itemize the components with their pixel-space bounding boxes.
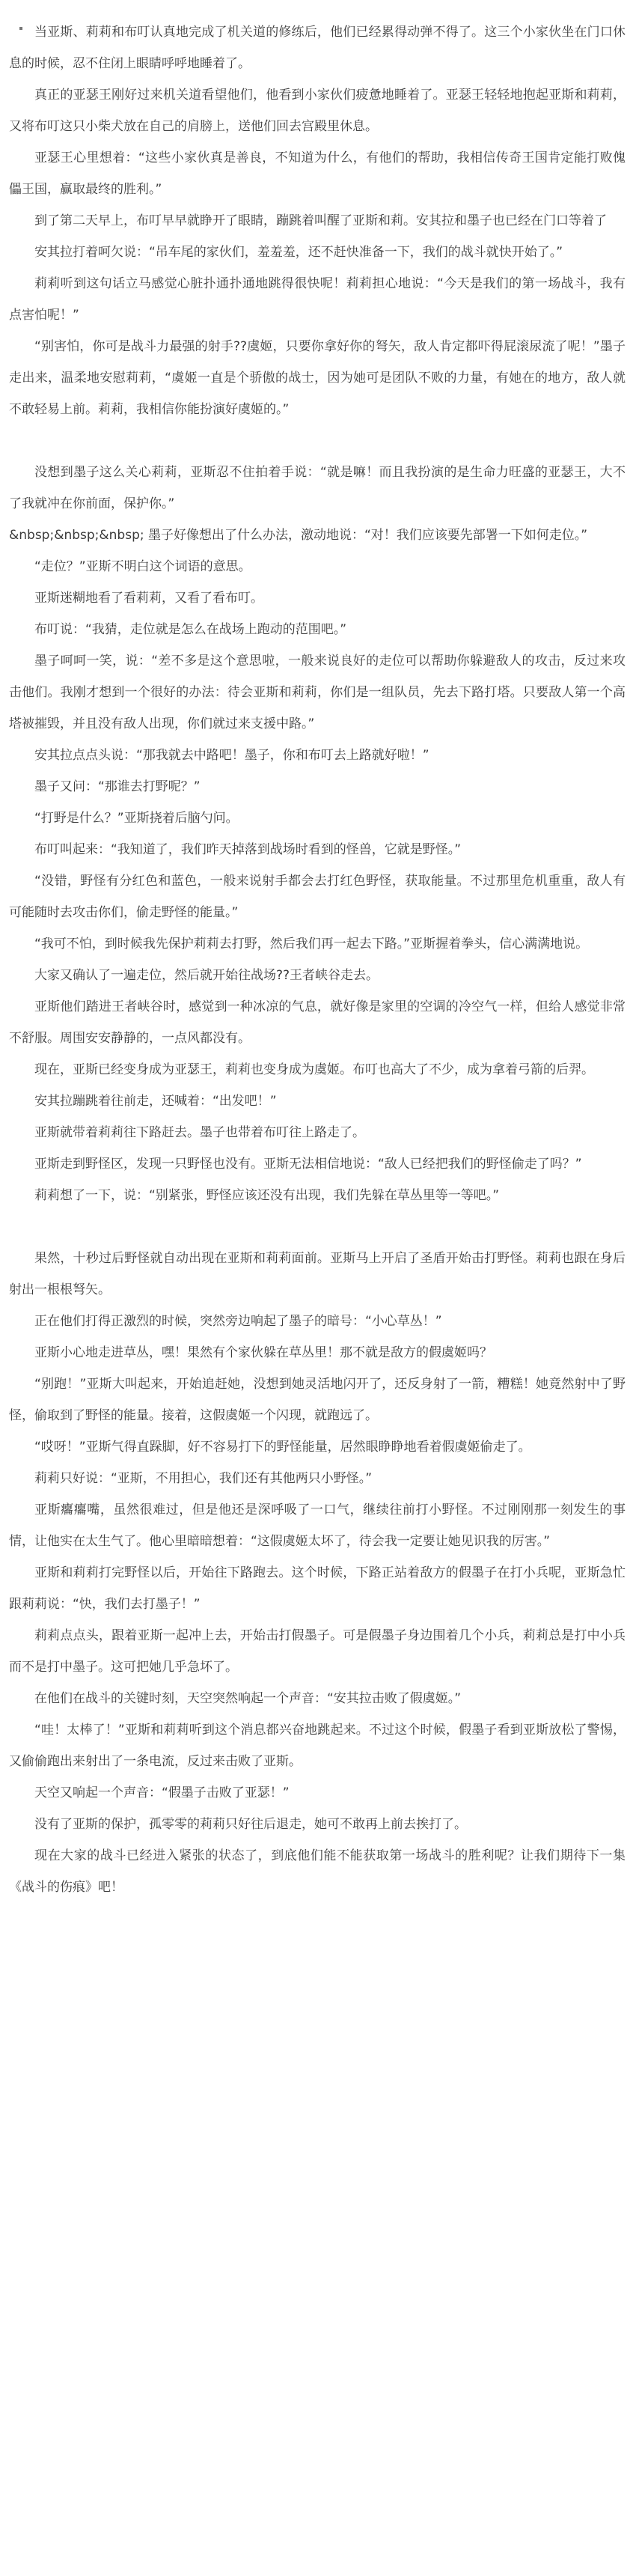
paragraph: 莉莉只好说：“亚斯，不用担心，我们还有其他两只小野怪。”	[34, 1471, 373, 1486]
paragraph: 莉莉想了一下，说：“别紧张，野怪应该还没有出现，我们先躲在草丛里等一等吧。”	[34, 1188, 500, 1203]
paragraph: &nbsp;&nbsp;&nbsp; 墨子好像想出了什么办法，激动地说：“对！我们应该要先部署一下如何走位。”	[9, 528, 588, 543]
paragraph: 墨子又问：“那谁去打野呢？”	[34, 779, 201, 794]
paragraph: “打野是什么？”亚斯挠着后脑勺问。	[34, 811, 239, 826]
paragraph: 亚斯癟癟嘴，虽然很难过，但是他还是深呼吸了一口气，继续往前打小野怪。不过刚刚那一刻发生的事情，让他实在太生气了。他心里暗暗想着：“这假虞姬太坏了，待会我一定要让她见识我的厉害。”	[9, 1502, 626, 1549]
paragraph: 没有了亚斯的保护，孤零零的莉莉只好往后退走，她可不敢再上前去挨打了。	[34, 1817, 467, 1832]
paragraph: 布叮叫起来：“我知道了，我们昨天掉落到战场时看到的怪兽，它就是野怪。”	[34, 842, 462, 857]
decorative-dot	[19, 27, 22, 30]
paragraph: 没想到墨子这么关心莉莉，亚斯忍不住拍着手说：“就是嘛！而且我扮演的是生命力旺盛的亚瑟王，大不了我就冲在你前面，保护你。”	[9, 465, 626, 511]
paragraph: “别害怕，你可是战斗力最强的射手??虞姬，只要你拿好你的弩矢，敌人肯定都吓得屁滚尿流了呢！”墨子走出来，温柔地安慰莉莉，“虞姬一直是个骄傲的战士，因为她可是团队不败的力量，有她在的地方，敌人就不敢轻易上前。莉莉，我相信你能扮演好虞姬的。”	[9, 339, 626, 417]
paragraph: 莉莉点点头，跟着亚斯一起冲上去，开始击打假墨子。可是假墨子身边围着几个小兵，莉莉总是打中小兵而不是打中墨子。这可把她几乎急坏了。	[9, 1628, 626, 1675]
paragraph: 果然，十秒过后野怪就自动出现在亚斯和莉莉面前。亚斯马上开启了圣盾开始击打野怪。莉莉也跟在身后射出一根根弩矢。	[9, 1251, 626, 1297]
paragraph: 莉莉听到这句话立马感觉心脏扑通扑通地跳得很快呢！莉莉担心地说：“今天是我们的第一场战斗，我有点害怕呢！”	[9, 276, 626, 323]
paragraph: “没错，野怪有分红色和蓝色，一般来说射手都会去打红色野怪，获取能量。不过那里危机重重，敌人有可能随时去攻击你们，偷走野怪的能量。”	[9, 874, 626, 920]
paragraph: 亚斯走到野怪区，发现一只野怪也没有。亚斯无法相信地说：“敌人已经把我们的野怪偷走了吗？”	[34, 1157, 582, 1172]
paragraph: 布叮说：“我猜，走位就是怎么在战场上跑动的范围吧。”	[34, 622, 347, 637]
paragraph: 亚斯迷糊地看了看莉莉，又看了看布叮。	[34, 591, 263, 606]
paragraph: 当亚斯、莉莉和布叮认真地完成了机关道的修练后，他们已经累得动弹不得了。这三个小家伙坐在门口休息的时候，忍不住闭上眼睛呼呼地睡着了。	[9, 25, 626, 71]
paragraph: 安其拉打着呵欠说：“吊车尾的家伙们，羞羞羞，还不赶快准备一下，我们的战斗就快开始了。”	[34, 245, 563, 260]
paragraph: 到了第二天早上，布叮早早就睁开了眼睛，蹦跳着叫醒了亚斯和莉。安其拉和墨子也已经在门口等着了	[34, 213, 607, 228]
paragraph: 墨子呵呵一笑，说：“差不多是这个意思啦，一般来说良好的走位可以帮助你躲避敌人的攻击，反过来攻击他们。我刚才想到一个很好的办法：待会亚斯和莉莉，你们是一组队员，先去下路打塔。只要敌人第一个高塔被摧毁，并且没有敌人出现，你们就过来支援中路。”	[9, 654, 626, 731]
paragraph: 现在大家的战斗已经进入紧张的状态了，到底他们能不能获取第一场战斗的胜利呢？让我们期待下一集《战斗的伤痕》吧！	[9, 1848, 626, 1895]
paragraph: 真正的亚瑟王刚好过来机关道看望他们，他看到小家伙们疲惫地睡着了。亚瑟王轻轻地抱起亚斯和莉莉，又将布叮这只小柴犬放在自己的肩膀上，送他们回去宫殿里休息。	[9, 88, 626, 134]
paragraph: 正在他们打得正激烈的时候，突然旁边响起了墨子的暗号：“小心草丛！”	[34, 1314, 442, 1329]
paragraph: 亚斯小心地走进草丛，嘿！果然有个家伙躲在草丛里！那不就是敌方的假虞姬吗？	[34, 1345, 492, 1360]
paragraph: 亚瑟王心里想着：“这些小家伙真是善良，不知道为什么，有他们的帮助，我相信传奇王国肯定能打败傀儡王国，赢取最终的胜利。”	[9, 150, 626, 197]
paragraph: “走位？”亚斯不明白这个词语的意思。	[34, 559, 251, 574]
paragraph: “哎呀！”亚斯气得直跺脚，好不容易打下的野怪能量，居然眼睁睁地看着假虞姬偷走了。	[34, 1440, 531, 1455]
paragraph: 安其拉蹦跳着往前走，还喊着：“出发吧！”	[34, 1094, 277, 1109]
paragraph: 天空又响起一个声音：“假墨子击败了亚瑟！”	[34, 1785, 290, 1800]
paragraph: 亚斯和莉莉打完野怪以后，开始往下路跑去。这个时候，下路正站着敌方的假墨子在打小兵呢，亚斯急忙跟莉莉说：“快，我们去打墨子！”	[9, 1565, 626, 1612]
paragraph: 大家又确认了一遍走位，然后就开始往战场??王者峡谷走去。	[34, 968, 379, 983]
paragraph: “我可不怕，到时候我先保护莉莉去打野，然后我们再一起去下路。”亚斯握着拳头，信心满满地说。	[34, 937, 589, 951]
paragraph: 安其拉点点头说：“那我就去中路吧！墨子，你和布叮去上路就好啦！”	[34, 748, 429, 763]
paragraph: “哇！太棒了！”亚斯和莉莉听到这个消息都兴奋地跳起来。不过这个时候，假墨子看到亚斯放松了警惕，又偷偷跑出来射出了一条电流，反过来击败了亚斯。	[9, 1723, 626, 1769]
paragraph: 亚斯就带着莉莉往下路赶去。墨子也带着布叮往上路走了。	[34, 1125, 365, 1140]
paragraph: 在他们在战斗的关键时刻，天空突然响起一个声音：“安其拉击败了假虞姬。”	[34, 1691, 462, 1706]
paragraph: 亚斯他们踏进王者峡谷时，感觉到一种冰凉的气息，就好像是家里的空调的冷空气一样，但给人感觉非常不舒服。周围安安静静的，一点风都没有。	[9, 999, 626, 1046]
paragraph: “别跑！”亚斯大叫起来，开始追赶她，没想到她灵活地闪开了，还反身射了一箭，糟糕！她竟然射中了野怪，偷取到了野怪的能量。接着，这假虞姬一个闪现，就跑远了。	[9, 1377, 626, 1423]
paragraph: 现在，亚斯已经变身成为亚瑟王，莉莉也变身成为虞姬。布叮也高大了不少，成为拿着弓箭的后羿。	[34, 1062, 594, 1077]
